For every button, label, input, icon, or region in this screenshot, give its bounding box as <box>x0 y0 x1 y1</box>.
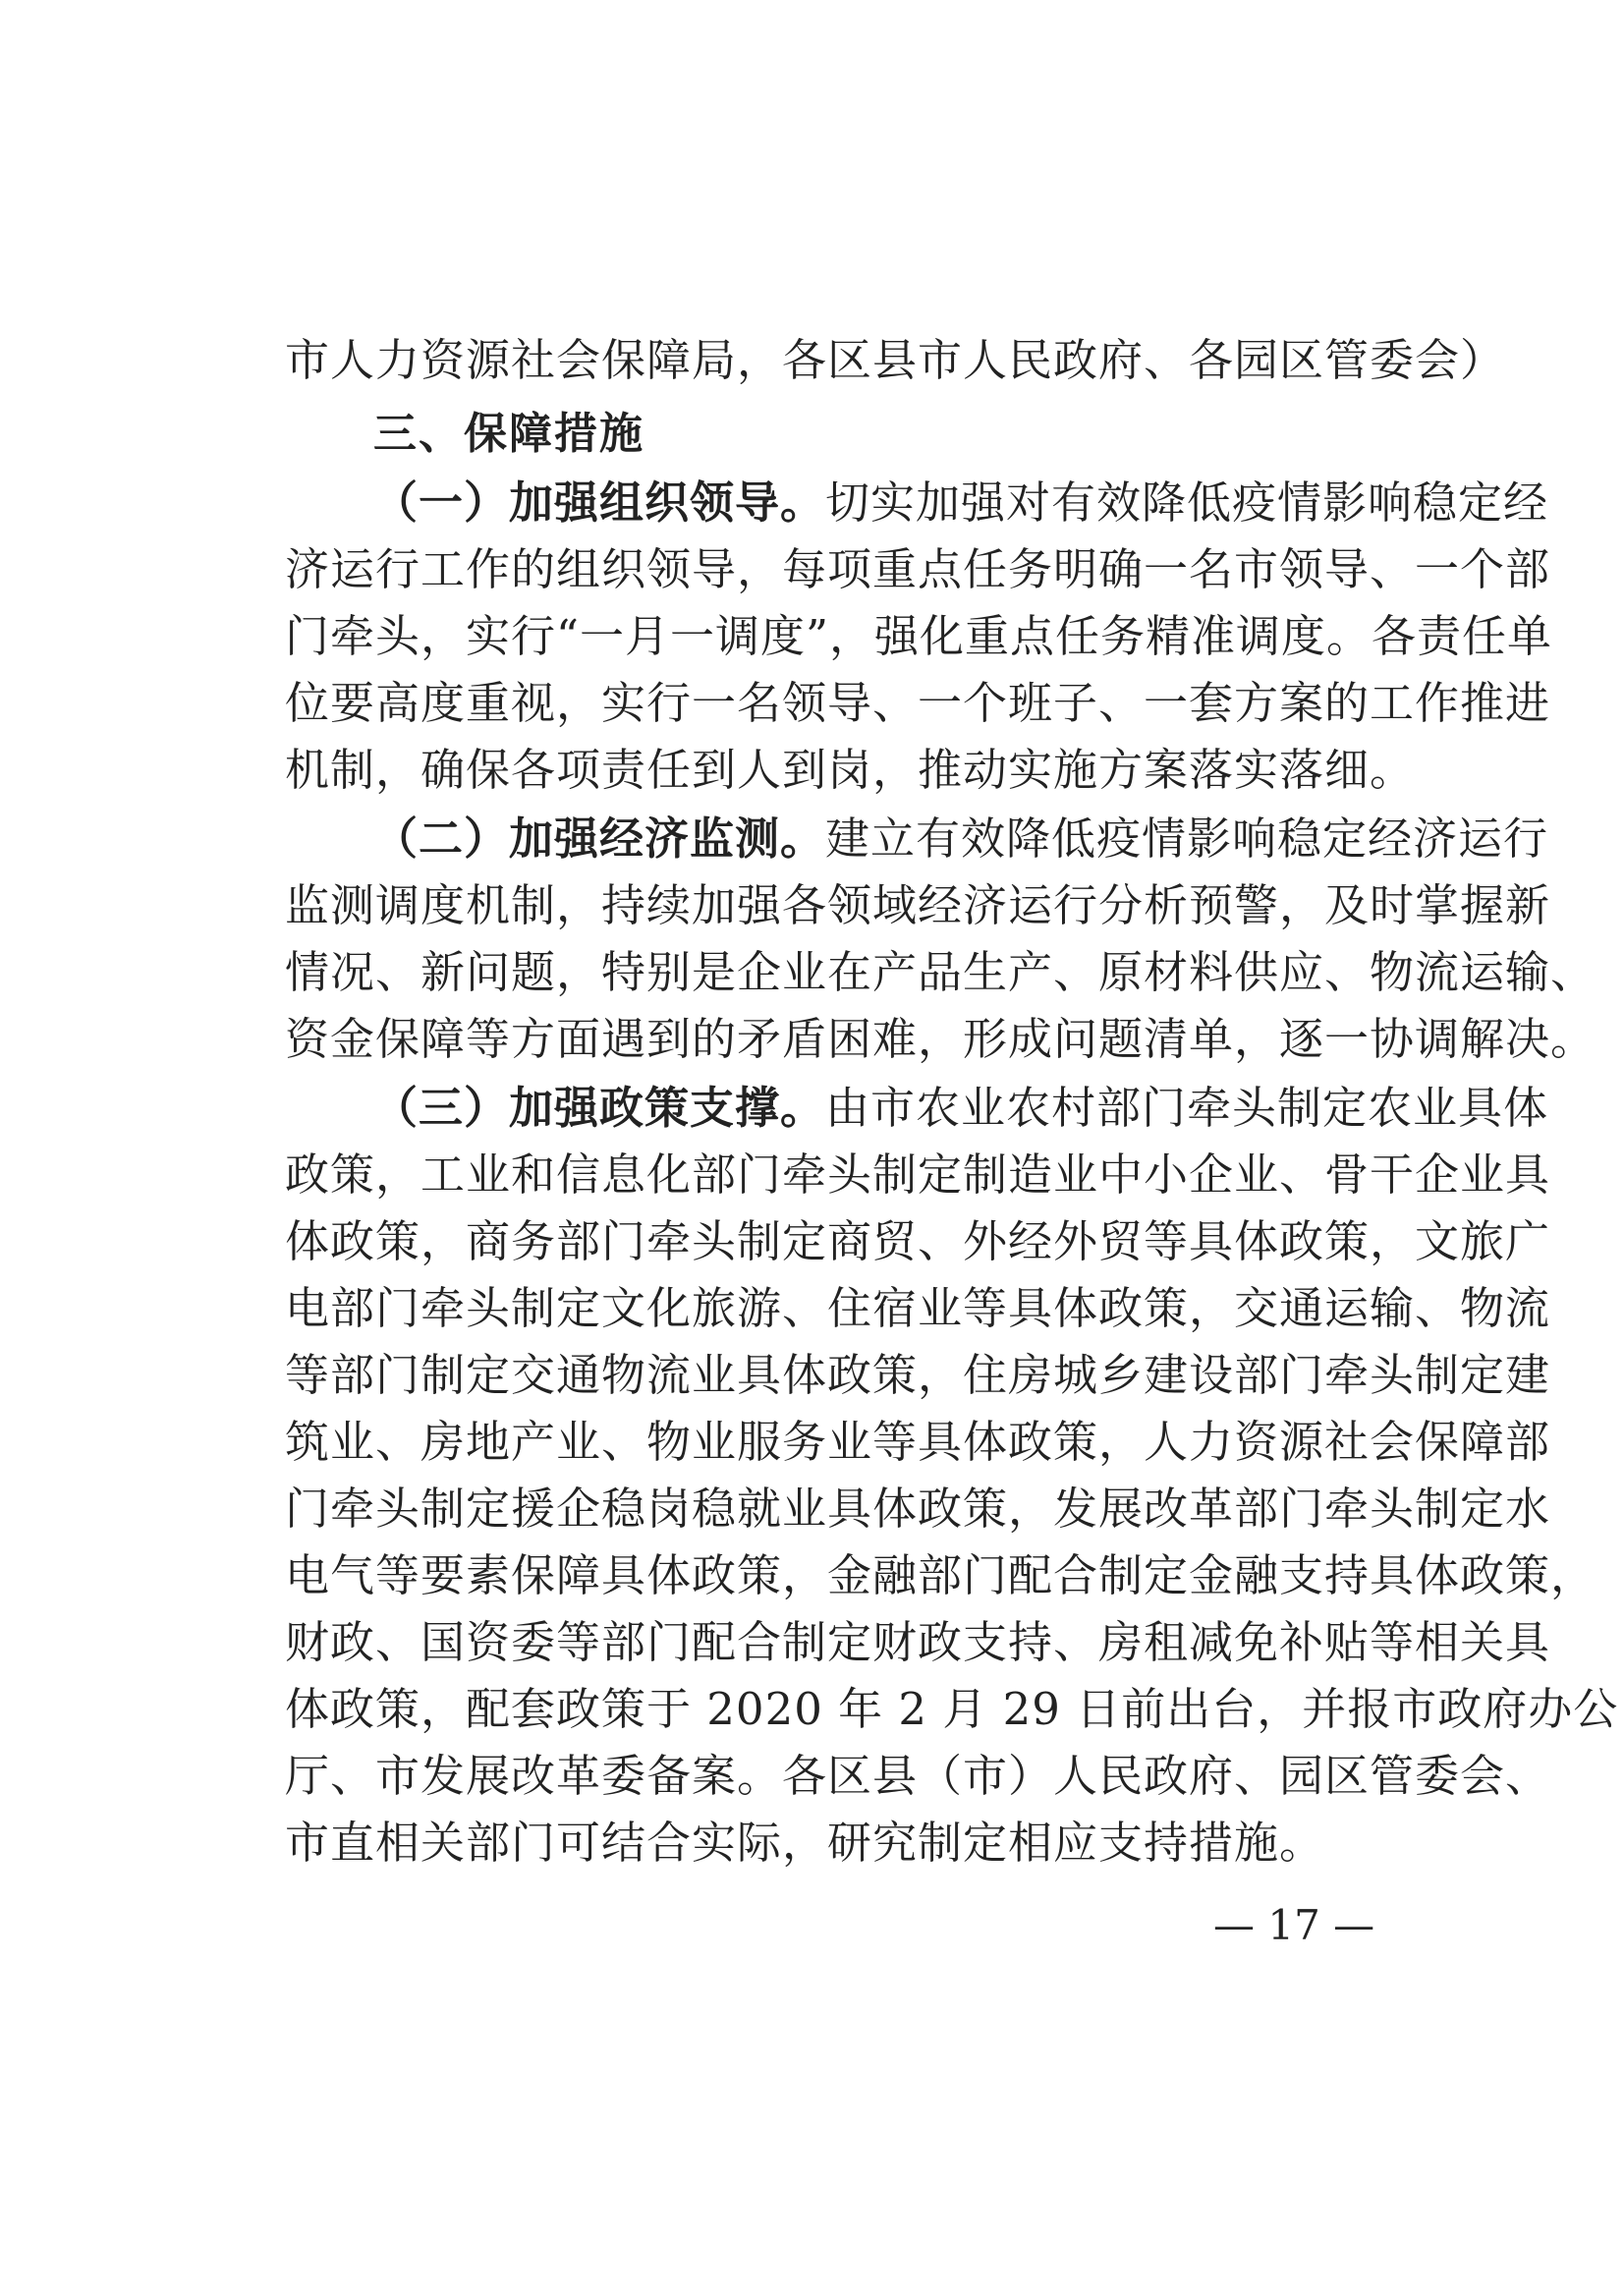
paragraph-3-line: 门牵头制定援企稳岗稳就业具体政策，发展改革部门牵头制定水 <box>285 1483 1551 1535</box>
paragraph-3-line: 体政策，配套政策于 2020 年 2 月 29 日前出台，并报市政府办公 <box>285 1683 1619 1735</box>
paragraph-3-line: 电气等要素保障具体政策，金融部门配合制定金融支持具体政策， <box>285 1549 1596 1601</box>
paragraph-3-lead: （三）加强政策支撑。 <box>373 1082 826 1134</box>
paragraph-3-line: 等部门制定交通物流业具体政策，住房城乡建设部门牵头制定建 <box>285 1349 1551 1401</box>
paragraph-3-first-line <box>373 1077 1549 1140</box>
paragraph-3-line: 筑业、房地产业、物业服务业等具体政策，人力资源社会保障部 <box>285 1416 1551 1468</box>
paragraph-1-line: 位要高度重视，实行一名领导、一个班子、一套方案的工作推进 <box>285 677 1551 729</box>
paragraph-2-first-line <box>373 808 1549 870</box>
paragraph-1-text: 切实加强对有效降低疫情影响稳定经 <box>825 476 1549 529</box>
paragraph-1-line: 门牵头，实行“一月一调度”，强化重点任务精准调度。各责任单 <box>285 610 1553 662</box>
paragraph-3-line: 市直相关部门可结合实际，研究制定相应支持措施。 <box>285 1817 1325 1869</box>
paragraph-2-lead: （二）加强经济监测。 <box>373 812 826 865</box>
paragraph-2-line: 监测调度机制，持续加强各领域经济运行分析预警，及时掌握新 <box>285 879 1551 931</box>
paragraph-2-text: 建立有效降低疫情影响稳定经济运行 <box>825 812 1549 865</box>
section-heading: 三、保障措施 <box>373 409 644 459</box>
paragraph-3-line: 政策，工业和信息化部门牵头制定制造业中小企业、骨干企业具 <box>285 1148 1551 1201</box>
paragraph-1-lead: （一）加强组织领导。 <box>373 476 826 529</box>
paragraph-2-line: 情况、新问题，特别是企业在产品生产、原材料供应、物流运输、 <box>285 946 1596 998</box>
paragraph-3-line: 电部门牵头制定文化旅游、住宿业等具体政策，交通运输、物流 <box>285 1282 1551 1334</box>
paragraph-1-line: 济运行工作的组织领导，每项重点任务明确一名市领导、一个部 <box>285 543 1551 595</box>
continuation-line: 市人力资源社会保障局，各区县市人民政府、各园区管委会） <box>285 334 1506 386</box>
paragraph-2-line: 资金保障等方面遇到的矛盾困难，形成问题清单，逐一协调解决。 <box>285 1013 1596 1065</box>
paragraph-3-line: 体政策，商务部门牵头制定商贸、外经外贸等具体政策，文旅广 <box>285 1215 1551 1267</box>
paragraph-1-first-line <box>373 472 1549 534</box>
page-number: — 17 — <box>1213 1901 1375 1949</box>
paragraph-3-line: 财政、国资委等部门配合制定财政支持、房租减免补贴等相关具 <box>285 1616 1551 1668</box>
paragraph-3-text: 由市农业农村部门牵头制定农业具体 <box>825 1082 1549 1134</box>
paragraph-1-line: 机制，确保各项责任到人到岗，推动实施方案落实落细。 <box>285 744 1416 796</box>
paragraph-3-line: 厅、市发展改革委备案。各区县（市）人民政府、园区管委会、 <box>285 1750 1551 1802</box>
